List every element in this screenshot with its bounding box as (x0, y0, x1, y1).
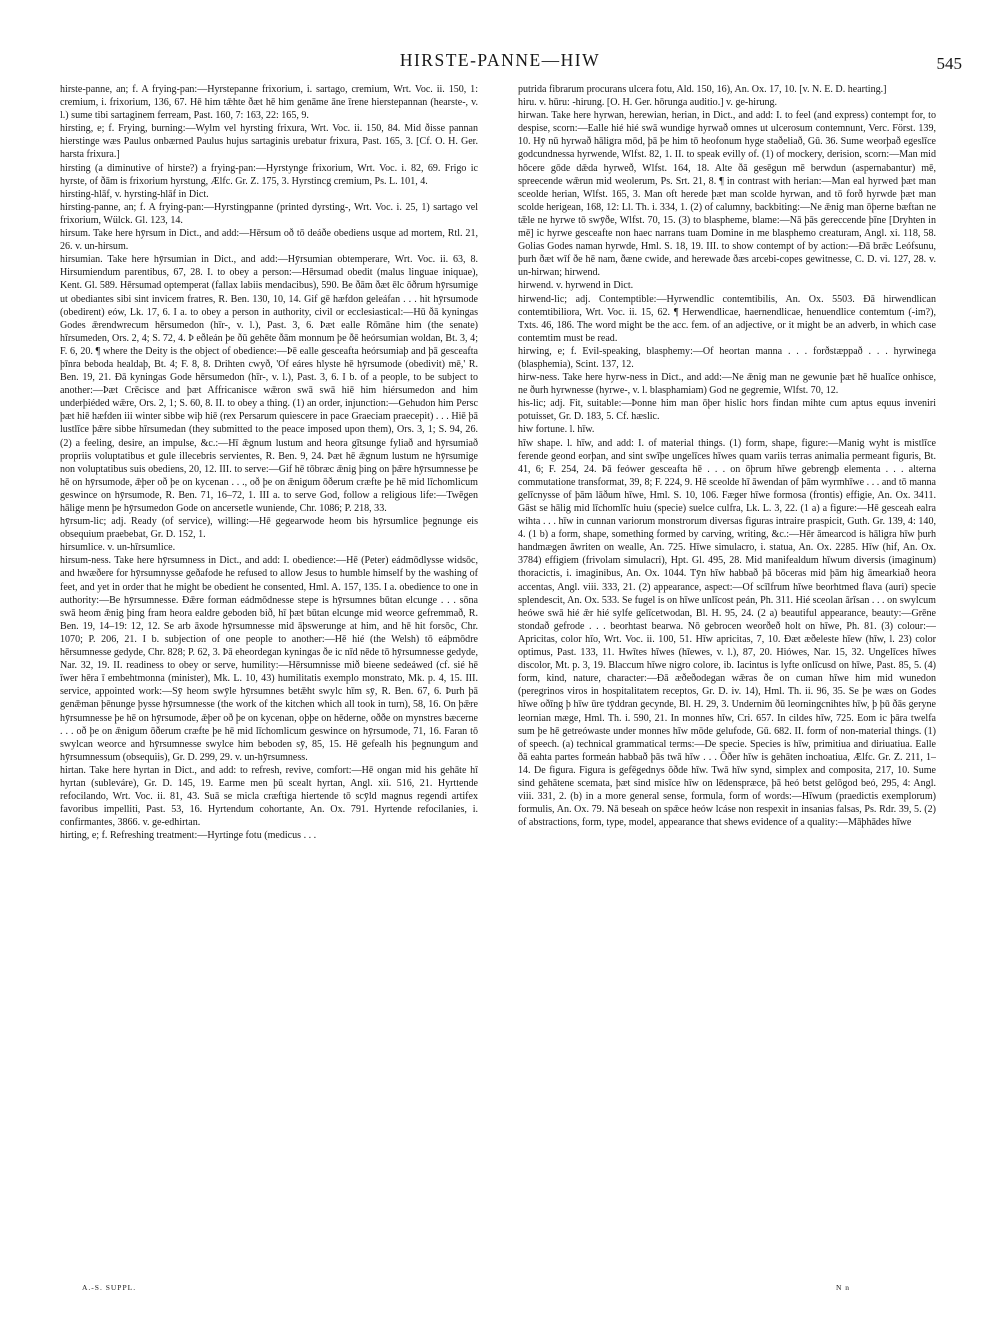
entry-hiru: hiru. v. hūru: -hirung. [O. H. Ger. hōrunga auditio.] v. ge-hirung. (518, 97, 778, 109)
entry-his-lic: his-lic; adj. Fit, suitable:—Þonne him man ōþer hislic hors findan mihte cum aptus equus inveniri potuisset, Gr. D. 183, 5. Cf. hæslic. (518, 398, 936, 423)
entry-hirwend-lic: hirwend-lic; adj. Contemptible:—Hyrwendlic contemtibilis, An. Ox. 5503. Ðā hirwendlican contemtibiliora, Wrt. Voc. ii. 15, 62. ¶ Herwendlicae, haernendlicae, henuendlice contemtum (-im?), Txts. 46, 186. The word might be the acc. fem. of an adjective, or it might be an adverb, in which case contemtim must be read. (518, 293, 936, 344)
entry-hirting-continued: putrida fibrarum procurans ulcera fotu, Ald. 150, 16), An. Ox. 17, 10. [v. N. E. D. hearting.] (518, 84, 887, 95)
signature-mark-left: A.-S. SUPPL. (82, 1283, 137, 1292)
entry-hirste-panne: hirste-panne, an; f. A frying-pan:—Hyrstepanne frixorium, i. sartago, cremium, Wrt. Voc. ii. 150, 1: cremium, i. frixorium, 136, 67. Hē him tǣhte ðæt hē him genāme āne īrene hierstepannan (hearste-, v. l.) sume tibi sartaginem ferream, Past. 160, 7: 163, 22: 165, 9. (60, 84, 478, 122)
entry-hirsumlice: hirsumlice. v. un-hīrsumlice. (60, 542, 176, 554)
entry-hirting: hirting, e; f. Refreshing treatment:—Hyrtinge fotu (medicus . . . (60, 830, 317, 842)
page-number: 545 (936, 54, 962, 73)
entry-hiw-fortune: hiw fortune. l. hīw. (518, 424, 595, 436)
entry-hirsting: hirsting, e; f. Frying, burning:—Wylm vel hyrsting frixura, Wrt. Voc. ii. 150, 84. Mid ðisse pannan hierstinge wæs Paulus onbærned Paulus hujus sartaginis urebatur frixura, Past. 165, 3. [Cf. O. H. Ger. harsta frixura.] (60, 123, 478, 161)
entry-hirsting-diminutive: hirsting (a diminutive of hirste?) a frying-pan:—Hyrstynge frixorium, Wrt. Voc. i. 82, 69. Frigo ic hyrste, of ðām is frixorium hyrstung, Ælfc. Gr. Z. 175, 3. Hyrstincg cremium, Ps. L. 101, 4. (60, 162, 478, 187)
entry-hirwing: hirwing, e; f. Evil-speaking, blasphemy:—Of heortan manna . . . forðstæppað . . . hyrwinega (blasphemia), Scint. 137, 12. (518, 345, 936, 370)
entry-hiw-shape: hīw shape. l. hīw, and add: I. of material things. (1) form, shape, figure:—Manig wyht is mistlīce ferende geond eorþan, and sint swīþe ungelīces hīwes quam variis terras animalia permeant figuris, Bt. 41, 6; F. 254, 24. Þā feówer gesceafta hē . . . on ōþrum hīwe gebrengþ elementa . . . alterna commutatione transformat, 39, 8; F. 224, 9. Hē sceolde hī āwendan of þām wyrmhīwe . . . and tō manna gelīcnysse of þām lāðum hīwe, Hml. S. 10, 106. Fæger hīwe formosa (frontis) effigie, An. Ox. 3411. Gāst se hālig mid līchomlīc huiu (specie) suelce culfra, Lk. L. 3, 22. (1 a) a figure:—Hē gesceah ealra wihta . . . hīw in cunnan variorum monstrorum diversas figuras intraire praspicit, Guth. Gr. 139, 4: 140, 4. (1 b) a form, shape, something formed by carving, writing, &c.:—Hēr āmearcod is hāligra hīw þurh handmægen āwriten on wealle, An. 725. Hīwe simulacro, i. statua, An. Ox. 2285. Hīw (hif, An. Ox. 3784) effigiem (frivolam simulacri), Hpt. Gl. 495, 28. Mid manifealdum hīwum diversis (imaginum) thoracictis, i. imaginibus, An. Ox. 1044. Tȳn hīw habbað þā bōceras mid þām hig āmearkiað heora accentas, Angl. viii. 333, 21. (2) appearance, aspect:—Of scīlfrum hīwe beorhtmed flava (auri) specie splendescit, An. Ox. 533. Se fugel is on hīwe unlīcost peán, Ph. 311. Hié sceolan ārīsan . . . on swylcum heówe swā hié ǣr hié sylfe gelīcetwodan, Bl. H. 95, 24. (2 a) beautiful appearance, beauty:—Grēne stondað gefrode . . . beorhtast bearwa. Nō gebrocen weorðeð holt on hīwe, Ph. 81. (3) colour:—Apricitas, color hīo, Wrt. Voc. ii. 100, 51. Hīw apricitas, 7, 10. Ðæt æðeleste hīew (hīw, l. 23) color optimus, Past. 133, 11. Hwītes hīwes (hīewes, v. l.), 87, 20. Hiówes, Nar. 15, 32. Ungelīces hīwes discolor, Mt. p. 3, 19. Blaccum hīwe nigro colore, ib. Iacintus is lyfte onlīcusd on hīwe, Past. 85, 5. (4) form, kind, nature, character:—Ðā æðeðodegan wǣras ðe on cuman hīwe him mid wunedon (peregrinos viros in hospitalitatem receptos, Gr. D. iv. 14), Hml. Th. ii. 96, 35. Se þe wæs on Godes hīwe oðīng þ hīw ūre tȳddran gecynde, Bl. H. 29, 3. Undernim ðū leorningcnihtes hīw, þ þū ðās geryne leornian mæge, Hml. Th. i. 590, 21. In monnes hīw, Cri. 657. In cildes hīw, 725. Eom ic þāra twelfa sum þe hē getreówaste under monnes hīw mōde gelufode, Gū. 682. II. form of non-material things. (1) of speech. (a) technical grammatical terms:—De specie. Species is hīw, primitiua and diriuatiua. Ealle ðā eahta partes formeán habbað þās twā hīw . . . Ōðer hīw is gehāten inchoatiua, Ælfc. Gr. Z. 211, 1–14. De figura. Figura is gefēgednys ōðde hīw. Twā hīw synd, simplex and composita, 217, 10. Sume sind gehātene scemata, þæt sind misīce hīw on lēdenspræce, þā heó betst gelōgod beó, 295, 4: Angl. viii. 331, 2. (b) in a more general sense, formula, form of words:—Hīwum (praedictis exemplorum) formulis, An. Ox. 79. Nā beseah on spǣce heów lcáse non respexit in insanias falsas, Ps. Rdr. 39, 5. (2) of abstractions, form, type, model, appearance that shews evidence of a quality:—Māþhādes hīwe (518, 437, 936, 829)
left-column (60, 83, 478, 1278)
signature-mark-right: N n (835, 1283, 850, 1292)
page-footer (60, 1283, 936, 1297)
entry-hirwan: hirwan. Take here hyrwan, herewian, herian, in Dict., and add: I. to feel (and express) contempt for, to despise, scorn:—Ealle hié hié swā wundige hyrwað omnes ut ulcerosum contemnunt, Verc. Först. 139, 10. Hȳ nū hyrwað hāligra mōd, þā þe him tō heofonum hyge staðeliað, Gū. 36. Sume weorþað egeslīce godcundnessa hyrwende, Wlfst. 82, 1. II. to speak evilly of. (1) of mockery, derision, scorn:—Man mid hōcere gōde dǣda hyrweð, Wlfst. 164, 18. Alte ðā gesēgun mē berwdun (aspernabantur) mē, spreecende wǣrun mid weolerum, Ps. Srt. 21, 8. ¶ in contrast with herian:—Man eal hyrwed þæt man sceolde herian, Wlfst. 165, 3. Man oft herede þæt man scolde hyrwan, and tō forð hyrwde þæt man scolde herigean, 168, 12: Ll. Th. i. 334, 1. (2) of calumny, backbiting:—Ne ǣnig man ōþerne bæftan ne tǣle ne hyrwe tō swȳðe, Wlfst. 70, 15. (3) to blaspheme, blame:—Nā þās gereccende þīne [Dryhten in mē] ic hyrwe gesceafte non haec narrans tuam Domine in me blasphemo creaturam, Angl. xi. 118, 58. Golias Godes naman hyrwde, Hml. S. 18, 19. III. to show contempt of by action:—Ðā brǣc Leófsunu, þurh ðæt wīf ðe hē nam, ðæne cwide, and herewade ðæs arcebi-copes gewitnesse, C. D. vi. 127, 28. v. un-hirwan; hirwend. (518, 110, 936, 279)
right-column (518, 83, 936, 1278)
entry-hirtan: hirtan. Take here hyrtan in Dict., and add: to refresh, revive, comfort:—Hē ongan mid his gehāte hī hyrtan (subleváre), Gr. D. 145, 19. Earme men þū scealt hyrtan, Angl. xii. 516, 21. Hyrttende refocilando, Wrt. Voc. ii. 81, 43. Suā se micla cræftiga hiertende tō scȳld magnus regendi artifex favoribus impelliti, Past. 53, 16. Hyrtendum cohortante, An. Ox. 791. Hyrtende refocilanies, i. confirmantes, 3866. v. ge-edhirtan. (60, 764, 478, 829)
entry-hirsum: hirsum. Take here hȳrsum in Dict., and add:—Hērsum oð tō deáðe obediens usque ad mortem, Rtl. 21, 26. v. un-hirsum. (60, 228, 478, 253)
entry-hyrsum-lic: hȳrsum-lic; adj. Ready (of service), willing:—Hē gegearwode heom bis hȳrsumlice þegnunge eis obsequium praebebat, Gr. D. 152, 1. (60, 516, 478, 541)
dictionary-columns (60, 83, 936, 1278)
entry-hirwend: hirwend. v. hyrwend in Dict. (518, 280, 634, 292)
entry-hirsting-hlaf: hirsting-hlāf, v. hyrsting-hlāf in Dict. (60, 188, 209, 200)
entry-hirw-ness: hirw-ness. Take here hyrw-ness in Dict., and add:—Ne ǣnig man ne gewunie þæt hē hualīce onhisce, ne ðurh hyrwnesse (hyrwe-, v. l. blasphamiam) God ne gegremie, Wlfst. 70, 12. (518, 372, 936, 397)
entry-hirsting-panne: hirsting-panne, an; f. A frying-pan:—Hyrstingpanne (printed dyrsting-, Wrt. Voc. i. 25, 1) sartago vel frixorium, Wülck. Gl. 123, 14. (60, 201, 478, 226)
entry-hirsumian: hirsumian. Take here hȳrsumian in Dict., and add:—Hȳrsumian obtemperare, Wrt. Voc. ii. 63, 8. Hirsumiendum parentibus, 67, 28. I. to obey a person:—Hērsumad obedit (malus linguae iniquae), Kent. Gl. 589. Hērsumad optemperat (fallax labiis mendacibus), 590. Be ðām ðæt ēlc ōðrum hȳrsumige ut obediantes sibi sint invicem fratres, R. Ben. 130, 10, 14. Gif gē hæfdon geleáfan . . . hit hȳrsumode (obedirent) eów, Lk. 17, 6. I a. to obey a person in authority, civil or ecclesiastical:—Hū ðā kyningas Godes ǣrendwrecum hērsumedon (hīr-, v. l.), Past. 3, 6. Þæt ealle Rōmāne him (the senate) hīrsumeden, Ors. 2, 4; S. 72, 4. Þ eðleán þe ðū gehēte ðām monnum þe ðē heórsumian woldan, Bt. 3, 4; F. 6, 20. ¶ where the Deity is the object of obedience:—Þē ealle gesceafta heórsumiaþ and þā gesceafta þīnra beboda healdaþ, Bt. 4; F. 8, 8. Drihten cwyð, 'Of eáres hlyste hē hȳrsumode (obedivit) mē,' R. Ben. 19, 21. Ðā kyningas Gode hērsumedon (hīr-, v. l.), Past. 3, 6. I b. of a people, to be subject to another:—Þæt Crēcisce and þæt Affricanisce wǣron swā swā hiē him hiérsumedon and him underþiéded wǣre, Ors. 2, 1; S. 60, 8. II. to obey a thing. (1) an order, injunction:—Gehudon him Persc þæt hiē hæfden iii winter sibbe wiþ hiē (rex Persarum quiescere in pace Graeciam praecepit) . . . Hiē þā lustlīce þǣre sibbe hīrsumedan (they submitted to the peace imposed upon them), Ors. 3, 1; S. 94, 26. (2) a feeling, desire, an impulse, &c.:—Hī ǣgnum lustum and heora gītsunge fyliað and hȳrsumiað propriis voluptatibus et gule illecebris servientes, R. Ben. 9, 24. Þæt hē ǣgnum lustum ne hȳrsumige non voluptatibus suis obediens, 20, 12. III. to serve:—Gif hē tōbræc ǣnig þing on þǣre hȳrsumnesse þe hē on hȳrsumode, ǣþer oð þe on kycenan . . ., oð þe on ǣnigum ōðerum cræfte þe hē mid līchomlicum geswince on hȳrsumode, R. Ben. 71, 16–72, 1. III a. to serve God, follow a religious life:—Twēgen hālige menn þe hȳrsumedon Gode on ancersetle wuniende, Chr. 1086; P. 218, 33. (60, 254, 478, 514)
running-head: HIRSTE-PANNE—HIW (399, 50, 601, 70)
page-header (60, 50, 962, 80)
entry-hirsum-ness: hirsum-ness. Take here hȳrsumness in Dict., and add: I. obedience:—Hē (Peter) eádmōdlysse widsōc, and hwæðere for hȳrsumnysse geðafode he refused to allow Jesus to humble himself by the washing of feet, and yet in order that he might be obedient he consented, Hml. A. 157, 135. I a. obedience to one in authority:—Be hȳrsumnesse. Ðǣre forman eádmōdnesse stepe is hȳrsumnes būtan elcunge . . . sōna swā heom ǣnig þing fram heora ealdre geboden bið, hī þæt būtan elcunge mid weorce gefremmað, R. Ben. 19, 14–19: 12, 12. Se arb āxode hȳrsumnesse mid āþswerunge at him, and hē hit forsōc, Chr. 1070; P. 206, 21. I b. subjection of one people to another:—Hē hié (the Welsh) tō eáþmōdre hērsumnesse gedyde, Chr. 828; P. 62, 3. Þā eheordegan kyningas ðe ic nīd nēde tō hȳrsumnesse gedyde, Nar. 32, 19. II. readiness to obey or serve, humility:—Hērsumnisse mið bieene sedeáwed (cf. sié hē īwer hēra ī embehtmonna (minister), Mk. L. 10, 43) humilitatis exemplo monstrato, Mk. p. 4, 15. III. service, appointed work:—Sȳ heom swȳle hȳrsumnes betǣht swylc hīm sȳ, R. Ben. 67, 6. Þurh þā genǣman þēnunge þysse hȳrsumnesse (the work of the kitchen which all took in turn), 58, 16. On þǣre hȳrsumnesse þe hē on hȳrsumode, ǣþer oð þe on kycenan, oþþe on hēderne, oððe on mynstres bæcerne . . . oð þe on ǣnigum ōðerum cræfte þe hē mid līchomlicum geswince on hȳrsumode, 71, 16. Faran tō swylcan weorce and hȳrsumnesse swylce him beboden sȳ, 85, 15. Hē gefealh his þegnungum and hȳrsumnessum (obsequiis), Gr. D. 299, 29. v. un-hȳrsumness. (60, 555, 478, 763)
